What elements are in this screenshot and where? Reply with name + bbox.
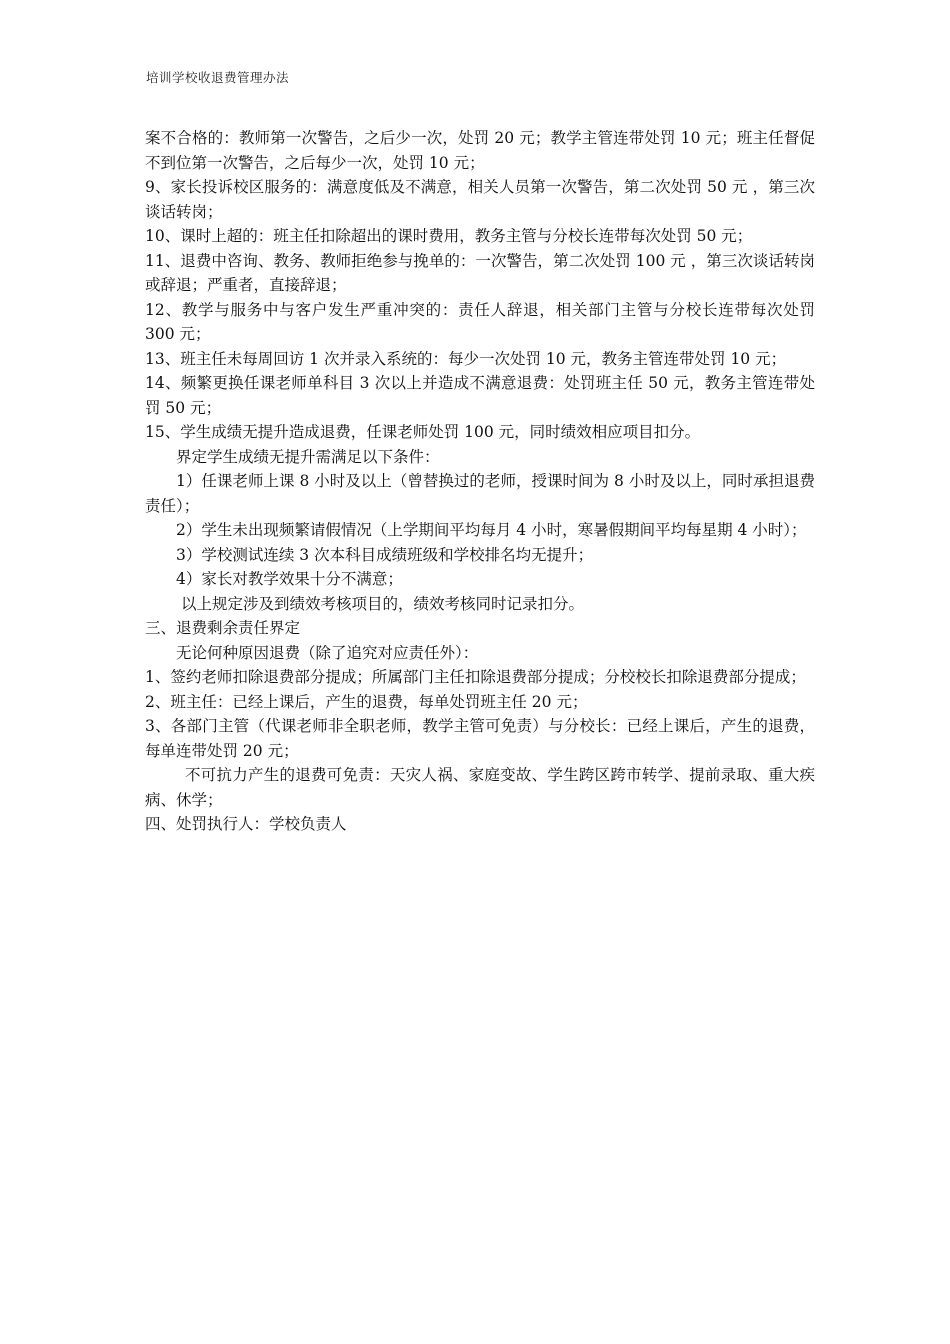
list-item: 1）任课老师上课 8 小时及以上（曾替换过的老师，授课时间为 8 小时及以上，同时承担退费责任）；	[145, 472, 815, 515]
paragraph: 10、课时上超的：班主任扣除超出的课时费用，教务主管与分校长连带每次处罚 50 元；	[145, 227, 753, 245]
paragraph: 1、签约老师扣除退费部分提成；所属部门主任扣除退费部分提成；分校校长扣除退费部分提成；	[145, 668, 806, 686]
paragraph: 以上规定涉及到绩效考核项目的，绩效考核同时记录扣分。	[181, 594, 585, 613]
section-heading: 三、退费剩余责任界定	[145, 619, 301, 637]
paragraph: 3、各部门主管（代课老师非全职老师，教学主管可免责）与分校长：已经上课后，产生的退费，每单连带处罚 20 元；	[145, 717, 815, 760]
page-header: 培训学校收退费管理办法	[146, 70, 290, 85]
paragraph: 15、学生成绩无提升造成退费，任课老师处罚 100 元，同时绩效相应项目扣分。	[145, 423, 701, 441]
paragraph: 14、频繁更换任课老师单科目 3 次以上并造成不满意退费：处罚班主任 50 元，教务主管连带处罚 50 元；	[145, 374, 815, 417]
list-item: 4）家长对教学效果十分不满意；	[176, 570, 403, 588]
section-heading: 四、处罚执行人：学校负责人	[145, 815, 347, 833]
list-item: 2）学生未出现频繁请假情况（上学期间平均每月 4 小时，寒暑假期间平均每星期 4 小时）；	[176, 521, 807, 539]
list-item: 3）学校测试连续 3 次本科目成绩班级和学校排名均无提升；	[176, 545, 594, 564]
paragraph: 9、家长投诉校区服务的：满意度低及不满意，相关人员第一次警告，第二次处罚 50 元 ，第三次谈话转岗；	[145, 178, 815, 221]
document-body	[145, 126, 815, 837]
paragraph: 界定学生成绩无提升需满足以下条件：	[176, 447, 440, 466]
paragraph: 2、班主任：已经上课后，产生的退费，每单处罚班主任 20 元；	[145, 692, 588, 711]
paragraph: 不可抗力产生的退费可免责：天灾人祸、家庭变故、学生跨区跨市转学、提前录取、重大疾病、休学；	[145, 766, 815, 809]
paragraph: 11、退费中咨询、教务、教师拒绝参与挽单的：一次警告，第二次处罚 100 元 ，第三次谈话转岗或辞退；严重者，直接辞退；	[145, 251, 815, 294]
paragraph: 无论何种原因退费（除了追究对应责任外）：	[176, 643, 479, 662]
paragraph: 案不合格的：教师第一次警告，之后少一次，处罚 20 元；教学主管连带处罚 10 元；班主任督促不到位第一次警告，之后每少一次，处罚 10 元；	[145, 129, 815, 172]
paragraph: 13、班主任未每周回访 1 次并录入系统的：每少一次处罚 10 元，教务主管连带处罚 10 元；	[145, 349, 787, 368]
paragraph: 12、教学与服务中与客户发生严重冲突的：责任人辞退，相关部门主管与分校长连带每次处罚 300 元；	[145, 300, 815, 343]
